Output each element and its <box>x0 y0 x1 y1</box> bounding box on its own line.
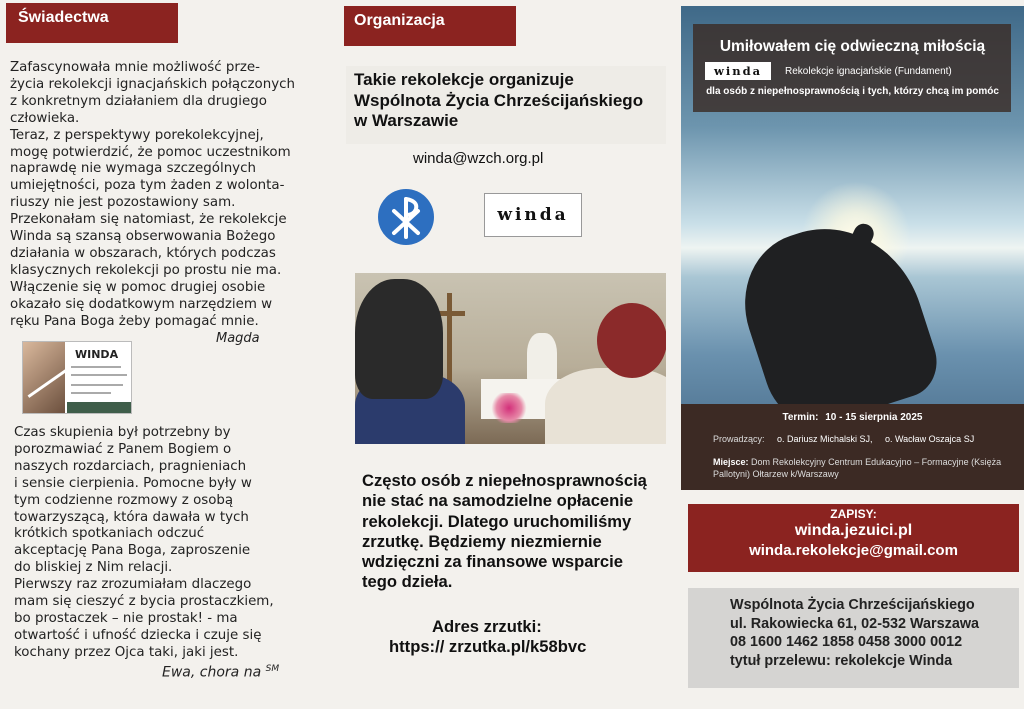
text-line: człowieka. <box>10 110 80 126</box>
mass-photo <box>355 273 666 444</box>
fundraiser-link[interactable]: https:// zrzutka.pl/k58bvc <box>389 637 587 656</box>
text-line: mam się cieszyć z bycia prostaczkiem, <box>14 594 274 610</box>
place-value: Dom Rekolekcyjny Centrum Edukacyjno – Formacyjne (Księża Pallotyni) Ołtarzew k/Warszawy <box>713 457 1002 479</box>
text-placeholder <box>71 374 127 376</box>
text-line: otwartość i ufność dziecka i czuje się <box>14 627 262 643</box>
winda-logo: winda <box>484 193 582 237</box>
signature-magda: Magda <box>216 331 260 346</box>
text-line: tym codzienne rozmowy z osobą <box>14 492 234 508</box>
raised-hand-silhouette <box>726 204 946 437</box>
text-line: naprawdę nie wymaga szczególnych <box>10 161 256 177</box>
signup-label: ZAPISY: <box>830 507 877 521</box>
text-line: i sensie cierpienia. Pomocne były w <box>14 475 252 491</box>
text-line: Pierwszy raz zrozumiałam dlaczego <box>14 577 252 593</box>
testimony-magda <box>10 60 325 331</box>
testimony-ewa <box>14 425 329 662</box>
text-line: umiejętności, poza tym żaden z wolonta- <box>10 178 285 194</box>
signup-box <box>688 504 1019 572</box>
text-line: działania w obszarach, których podczas <box>10 245 276 261</box>
poster-term <box>681 412 1024 423</box>
signup-site-link[interactable]: winda.jezuici.pl <box>794 522 913 539</box>
signup-email-link[interactable]: winda.rekolekcje@gmail.com <box>749 542 958 559</box>
text-line: Przekonałam się natomiast, że rekolekcje <box>10 212 287 228</box>
text-line: naszych rozdarciach, pragnieniach <box>14 458 247 474</box>
text-line: życia rekolekcji ignacjańskich połączonych <box>10 76 295 92</box>
text-line: Wspólnota Życia Chrześcijańskiego <box>354 90 644 110</box>
poster-place <box>713 456 1013 480</box>
text-line: tego dzieła. <box>362 572 453 592</box>
retreat-poster <box>681 6 1024 490</box>
text-line: do bliskiej z Nim relacji. <box>14 560 173 576</box>
text-line: Winda są szansą obserwowania Bożego <box>10 229 276 245</box>
participant-figure <box>545 368 666 444</box>
organization-header: Organizacja <box>344 6 516 46</box>
bank-address: ul. Rakowiecka 61, 02-532 Warszawa <box>730 615 980 632</box>
text-line: Teraz, z perspektywy porekolekcyjnej, <box>10 127 264 143</box>
testimonials-header: Świadectwa <box>6 3 178 43</box>
leader-2: o. Wacław Oszajca SJ <box>885 434 975 444</box>
term-label: Termin: <box>782 412 819 423</box>
text-line: zrzutkę. Będziemy niezmiernie <box>362 531 602 551</box>
text-line: wdzięczni za finansowe wsparcie <box>362 552 623 572</box>
signature-ewa-sup: SM <box>265 664 280 674</box>
text-line: towarzyszącą, która dawała w tych <box>14 509 249 525</box>
signature-ewa-text: Ewa, chora na <box>162 664 262 681</box>
text-line: Włączenie się w pomoc drugiej osobie <box>10 279 266 295</box>
leader-1: o. Dariusz Michalski SJ, <box>777 434 873 444</box>
text-line: Często osób z niepełnosprawnością <box>362 471 647 490</box>
priest-figure <box>527 333 557 383</box>
poster-title: Umiłowałem cię odwieczną miłością <box>719 38 986 55</box>
text-line: klasycznych rekolekcji po prostu nie ma. <box>10 262 282 278</box>
text-line: okazało się dodatkowym narzędziem w <box>10 296 273 312</box>
participant-head <box>355 279 443 399</box>
poster-target-audience: dla osób z niepełnosprawnością i tych, którzy chcą im pomóc <box>706 86 999 97</box>
text-line: z konkretnym działaniem dla drugiego <box>10 93 267 109</box>
poster-subtitle: Rekolekcje ignacjańskie (Fundament) <box>785 66 952 77</box>
participant-head <box>597 303 666 378</box>
text-line: rekolekcji. Dlatego uruchomiliśmy <box>362 511 632 531</box>
text-line: mogę potwierdzić, że pomoc uczestnikom <box>10 144 291 160</box>
text-placeholder <box>71 384 123 386</box>
fundraising-appeal <box>362 471 672 593</box>
bank-transfer-box <box>688 588 1019 688</box>
text-line: ręku Pana Boga żeby pomagać mnie. <box>10 313 259 329</box>
term-value: 10 - 15 sierpnia 2025 <box>825 412 923 423</box>
fundraiser-label: Adres zrzutki: <box>432 617 542 636</box>
mini-flyer-image <box>22 341 132 414</box>
leaders-label: Prowadzący: <box>713 434 765 444</box>
text-placeholder <box>71 392 111 394</box>
text-line: w Warszawie <box>354 111 459 130</box>
text-line: nie stać na samodzielne opłacenie <box>362 491 634 511</box>
chi-rho-logo-icon <box>378 189 434 245</box>
text-line: Czas skupienia był potrzebny by <box>14 425 231 440</box>
organizer-box <box>346 66 666 144</box>
text-placeholder <box>71 366 121 368</box>
text-line: kochany przez Ojca taki, jaki jest. <box>14 644 239 660</box>
text-line: bo prostaczek – nie prostak! - ma <box>14 610 238 626</box>
text-line: akceptację Pana Boga, zaproszenie <box>14 543 251 559</box>
mini-flyer-footer <box>67 402 132 414</box>
text-line: krótkich spotkaniach odczuć <box>14 526 205 542</box>
crucifix-graphic <box>447 293 452 383</box>
bank-account-number: 08 1600 1462 1858 0458 3000 0012 <box>730 634 963 651</box>
flowers-graphic <box>489 393 529 423</box>
contact-email-link[interactable]: winda@wzch.org.pl <box>413 150 544 167</box>
place-label: Miejsce: <box>713 457 749 467</box>
text-line: riuszy nie jest pozostawiony sam. <box>10 195 236 211</box>
transfer-title: tytuł przelewu: rekolekcje Winda <box>730 653 953 670</box>
bank-name: Wspólnota Życia Chrześcijańskiego <box>730 597 975 613</box>
text-line: Zafascynowała mnie możliwość prze- <box>10 60 260 75</box>
hands-graphic <box>23 342 65 414</box>
mini-flyer-title: WINDA <box>75 348 119 361</box>
text-line: porozmawiać z Panem Bogiem o <box>14 441 232 457</box>
signature-ewa <box>162 664 279 681</box>
text-line: Takie rekolekcje organizuje <box>354 70 574 89</box>
poster-winda-logo: winda <box>705 62 771 80</box>
